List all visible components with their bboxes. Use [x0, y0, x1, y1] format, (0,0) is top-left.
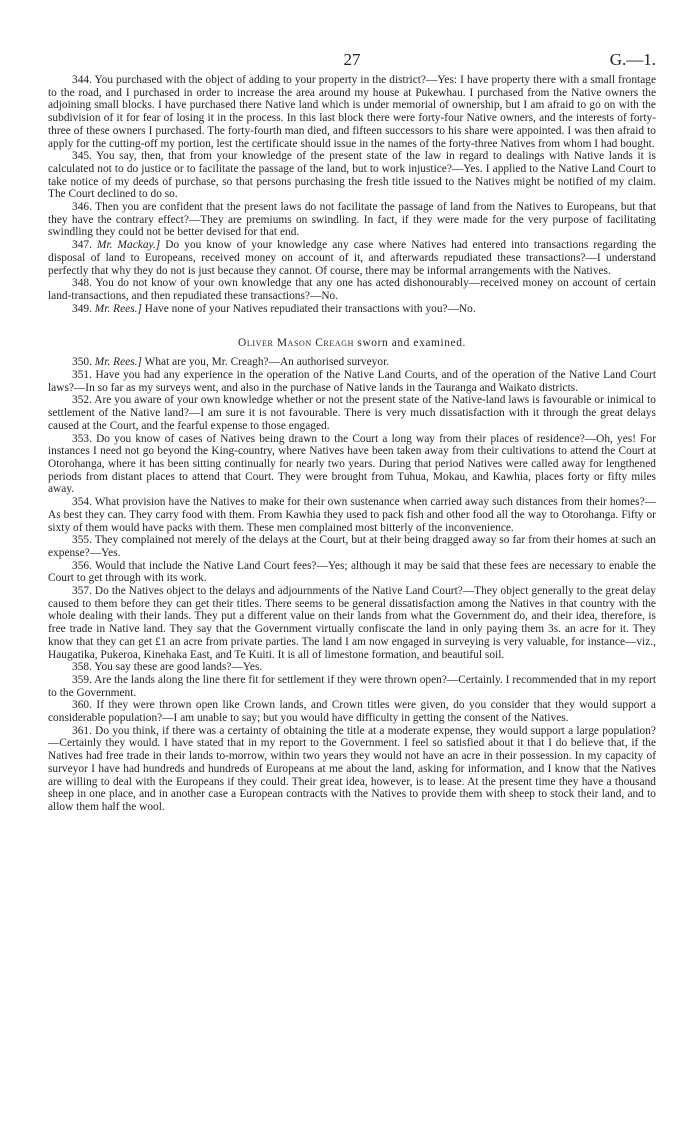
speaker-label: Mr. Rees.] — [94, 302, 142, 315]
paragraph-text: Have none of your Natives repudiated their transactions with you?—No. — [141, 302, 476, 315]
paragraph-351: 351. Have you had any experience in the operation of the Native Land Courts, and of the operation of the Native Land Court laws?—In so far as my surveys went, and also in the purchase of Native lands in the Tauranga and Waikato districts. — [48, 369, 656, 394]
paragraph-355: 355. They complained not merely of the delays at the Court, but at their being dragged away so far from their homes at such an expense?—Yes. — [48, 534, 656, 559]
speaker-label: Mr. Rees.] — [94, 356, 142, 369]
paragraph-356: 356. Would that include the Native Land Court fees?—Yes; although it may be said that these fees are necessary to enable the Court to get through with its work. — [48, 559, 656, 585]
paragraph-344: 344. You purchased with the object of adding to your property in the district?—Yes: I have property there with a small frontage to the road, and I purchased in order to increase the area around my house at Pukewhau. I purchased from the Native owners the adjoining small blocks. I have purchased there Native land which is under memorial of ownership, but I am afraid to go on with the subdivision of it for fear of losing it in the process. In this last block there were forty-four Native owners, and the interests of forty-three of these owners I purchased. The forty-fourth man died, and fifteen successors to his share were appointed. I was then afraid to apply for the cutting-off my portion, lest the certificate should issue in the names of the forty-three Natives from whom I had bought. — [48, 74, 656, 150]
document-reference: G.—1. — [609, 50, 656, 69]
paragraph-346: 346. Then you are confident that the present laws do not facilitate the passage of land from the Natives to Europeans, but that they have the contrary effect?—They are premiums on swindling. In fact, if they were made for the very purpose of facilitating swindling they could not be better devised for that end. — [48, 201, 656, 239]
paragraph-349 — [48, 303, 656, 316]
paragraph-354: 354. What provision have the Natives to make for their own sustenance when carried away such distances from their homes?—As best they can. They carry food with them. From Kawhia they used to pack fish and other food all the way to Otorohanga. Fifty or sixty of them would have packs with them. These men complained most bitterly of the inconvenience. — [48, 496, 656, 534]
witness-heading-suffix: sworn and examined. — [353, 337, 466, 350]
paragraph-358: 358. You say these are good lands?—Yes. — [72, 661, 263, 674]
page-number: 27 — [343, 50, 361, 69]
witness-heading — [48, 337, 656, 349]
speaker-label: Mr. Mackay.] — [97, 239, 161, 252]
question-number: 350. — [72, 356, 95, 369]
paragraph-359: 359. Are the lands along the line there fit for settlement if they were thrown open?—Certainly. I recommended that in my report to the Government. — [48, 673, 656, 699]
question-number: 347. — [72, 239, 97, 252]
page-header — [48, 50, 656, 74]
paragraph-350 — [48, 356, 656, 369]
paragraph-352: 352. Are you aware of your own knowledge whether or not the present state of the Native-land laws is favourable or inimical to settlement of the Native land?—I am sure it is not favourable. There is very much dissatisfaction with it through the great delays caused at the Court, and the fearful expense to those engaged. — [48, 394, 656, 432]
witness-name: Oliver Mason Creagh — [238, 337, 354, 350]
paragraph-345: 345. You say, then, that from your knowledge of the present state of the law in regard to dealings with Native lands it is calculated not to do justice or to facilitate the passage of the land, but to work injustice?—Yes. I applied to the Native Land Court to take notice of my deeds of purchase, so that persons purchasing the fresh title issued to the Natives might be notified of my claim. The Court declined to do so. — [48, 150, 656, 201]
paragraph-348: 348. You do not know of your own knowledge that any one has acted dishonourably—received money on account of certain land-transactions, and then repudiated these transactions?—No. — [48, 277, 656, 302]
testimony-block-1 — [48, 74, 656, 315]
paragraph-357: 357. Do the Natives object to the delays and adjournments of the Native Land Court?—They object generally to the great delay caused to them before they can get their titles. There seems to be general dissatisfaction among the Natives in that country with the whole dealing with their lands. They put a different value on their lands from what the Government do, and their idea, therefore, is free trade in Native land. They say that the Government virtually confiscate the land in only paying them 3s. an acre for it. They know that they can get £1 an acre from private parties. The land I am now engaged in surveying is very valuable, for instance—viz., Haugatika, Pukeroa, Kinehaka East, and Te Kuiti. It is all of limestone formation, and beautiful soil. — [48, 585, 656, 661]
paragraph-347 — [48, 239, 656, 277]
paragraph-361: 361. Do you think, if there was a certainty of obtaining the title at a moderate expense, they would support a large population?—Certainly they would. I have stated that in my report to the Government. I feel so satisfied about it that I do believe that, if the Natives had free trade in their lands to-morrow, within two years they would not have an acre in their possession. In my capacity of surveyor I have had hundreds and hundreds of Europeans at me about the land, asking for information, and I know that the Natives are willing to deal with the Europeans if they could. Their great idea, however, is to lease. At the present time they have a thousand sheep in one place, and in another case a European contracts with the Natives to provide them with sheep to stock their land, and to allow them half the wool. — [48, 724, 656, 813]
testimony-block-2 — [48, 356, 656, 813]
paragraph-360: 360. If they were thrown open like Crown lands, and Crown titles were given, do you consider that they would support a considerable population?—I am unable to say; but you would have difficulty in getting the consent of the Natives. — [48, 699, 656, 725]
paragraph-text: What are you, Mr. Creagh?—An authorised surveyor. — [141, 356, 390, 369]
paragraph-text: Do you know of your knowledge any case where Natives had entered into transactions regarding the disposal of land to Europeans, received money on account of it, and afterwards repudiated these transactions?—I understand perfectly that why they do not is just because they cannot. Of course, there may be informal arrangements with the Natives. — [48, 239, 657, 277]
paragraph-353: 353. Do you know of cases of Natives being drawn to the Court a long way from their places of residence?—Oh, yes! For instances I need not go beyond the King-country, where Natives have been taken away from their cultivations to attend the Court at Otorohanga, where it has been sitting continually for nearly two years. During that period Natives were called away for lengthened periods from distant places to attend that Court. They were brought from Tuhua, Mokau, and Kawhia, places forty or fifty miles away. — [48, 432, 656, 496]
question-number: 349. — [72, 302, 95, 315]
